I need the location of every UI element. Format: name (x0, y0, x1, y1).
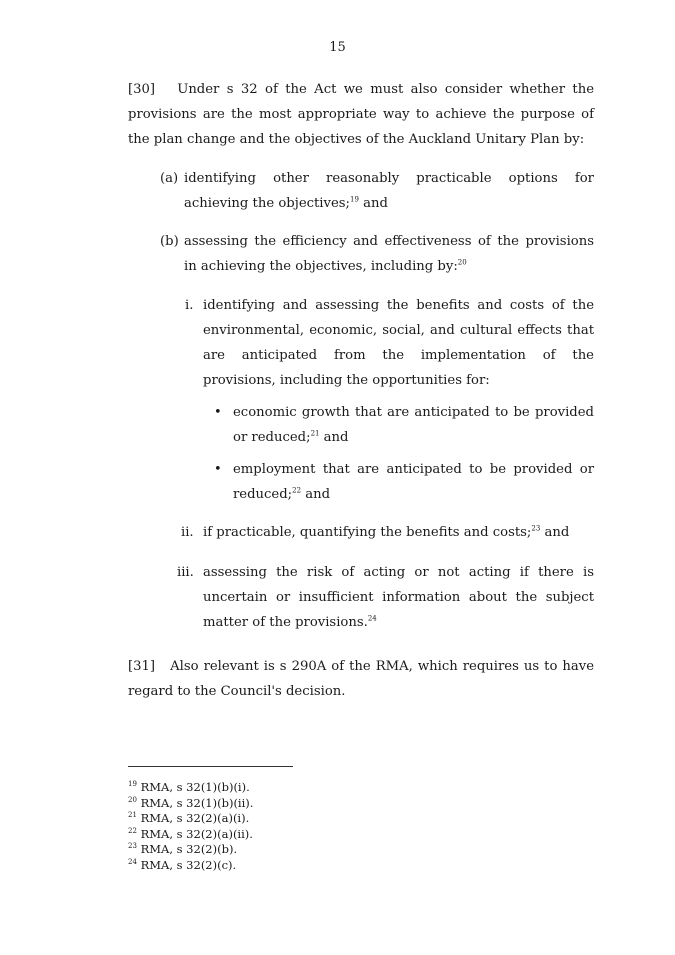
item-label-ii: ii. (181, 525, 194, 540)
footnote-22 (128, 827, 253, 843)
footnote-number: 24 (128, 857, 137, 866)
footnote-text: RMA, s 32(2)(c). (140, 857, 237, 872)
page-number: 15 (329, 40, 346, 55)
footnote-24 (128, 858, 236, 874)
footnote-ref: 23 (531, 524, 541, 533)
item-tail: and (301, 487, 331, 502)
paragraph-text: Under s 32 of the Act we must also consider whether the provisions are the most appropriate way to achieve the purpose of the plan change and the objectives of the Auckland Unitary Plan by: (128, 82, 595, 147)
footnote-separator (128, 766, 293, 767)
paragraph-31 (128, 654, 594, 704)
item-label-i: i. (185, 298, 194, 313)
item-a (184, 166, 594, 216)
item-label-b: (b) (160, 234, 179, 249)
footnote-text: RMA, s 32(2)(a)(ii). (140, 826, 253, 841)
footnote-ref: 20 (457, 258, 467, 267)
item-tail: and (358, 196, 388, 211)
item-tail: and (319, 430, 349, 445)
paragraph-number: [31] (128, 659, 156, 674)
item-i (203, 293, 594, 393)
footnote-19 (128, 780, 250, 796)
paragraph-number: [30] (128, 82, 156, 97)
item-ii (203, 520, 594, 545)
footnote-21 (128, 811, 249, 827)
item-text: if practicable, quantifying the benefits and costs; (203, 525, 532, 540)
item-b (184, 229, 594, 279)
footnote-text: RMA, s 32(1)(b)(ii). (140, 795, 254, 810)
footnote-number: 21 (128, 811, 137, 820)
footnote-number: 23 (128, 842, 137, 851)
item-label-iii: iii. (177, 565, 194, 580)
item-label-a: (a) (160, 171, 179, 186)
footnote-ref: 19 (350, 195, 359, 204)
item-iii (203, 560, 594, 635)
bullet-dot: • (214, 462, 222, 477)
footnote-number: 19 (128, 780, 137, 789)
footnote-ref: 22 (292, 486, 302, 495)
footnote-ref: 24 (367, 614, 377, 623)
item-tail: and (540, 525, 570, 540)
item-text: identifying and assessing the benefits and costs of the environmental, economic, social, and cultural effects that are anticipated from the implementation of the provisions, including the opportunities for: (203, 298, 594, 388)
bullet-text: economic growth that are anticipated to be provided or reduced; (233, 405, 594, 445)
footnote-text: RMA, s 32(2)(a)(i). (140, 811, 250, 825)
bullet-item-1 (233, 400, 594, 450)
footnote-20 (128, 796, 253, 812)
footnote-23 (128, 842, 237, 858)
paragraph-text: Also relevant is s 290A of the RMA, which requires us to have regard to the Council's decision. (128, 659, 595, 699)
bullet-dot: • (214, 405, 222, 420)
footnote-number: 20 (128, 795, 137, 804)
item-text: assessing the risk of acting or not acting if there is uncertain or insufficient information about the subject matter of the provisions. (203, 565, 594, 630)
bullet-item-2 (233, 457, 594, 507)
footnote-text: RMA, s 32(2)(b). (140, 842, 238, 856)
item-text: assessing the efficiency and effectiveness of the provisions in achieving the objectives, including by: (184, 234, 594, 274)
item-text: identifying other reasonably practicable options for achieving the objectives; (184, 171, 594, 211)
footnote-ref: 21 (310, 429, 320, 438)
bullet-text: employment that are anticipated to be provided or reduced; (233, 462, 594, 502)
footnote-number: 22 (128, 826, 137, 835)
footnote-text: RMA, s 32(1)(b)(i). (140, 780, 250, 794)
paragraph-30 (128, 77, 594, 152)
